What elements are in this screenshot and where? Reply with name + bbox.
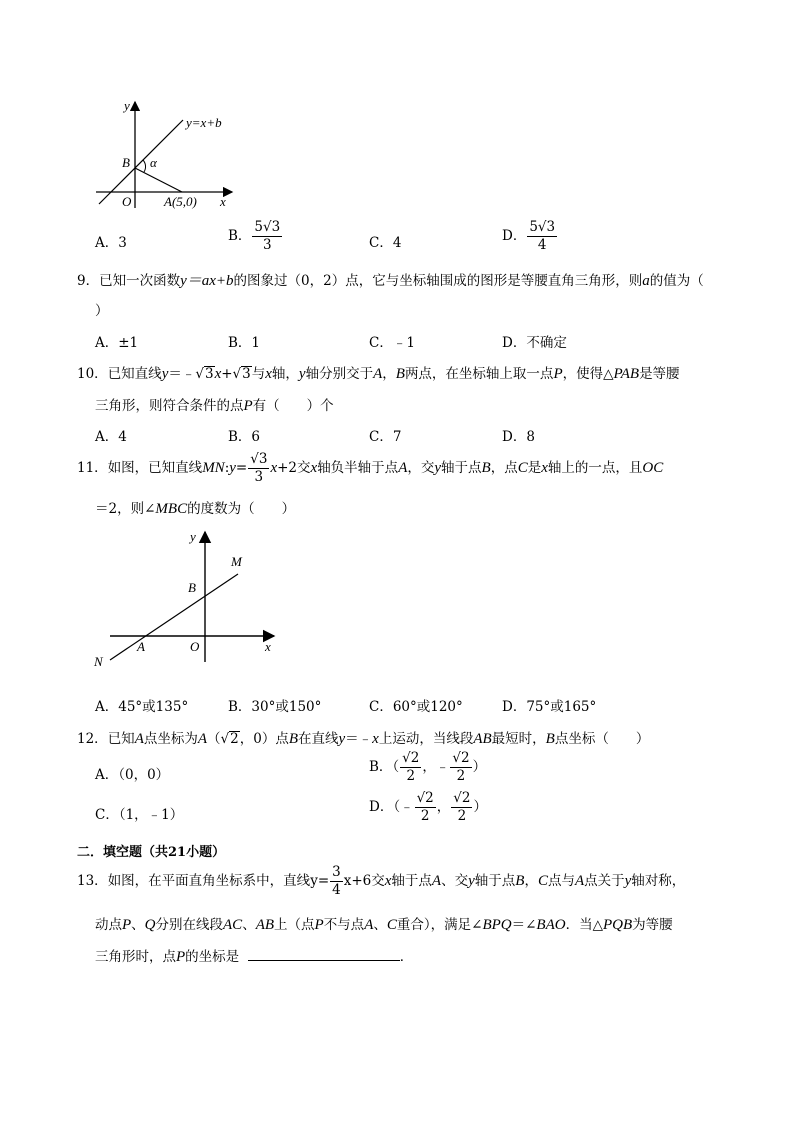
q12-option-c[interactable]: C．（1，﹣1） [95, 807, 184, 823]
q11-label-a: A [137, 639, 145, 654]
q12-b-frac2: $\frac{√2}{2}$ [452, 750, 470, 784]
q9-option-a[interactable]: A．±1 [95, 335, 139, 351]
q12-d-frac2: $\frac{√2}{2}$ [453, 790, 471, 824]
q13-stem-line3: 三角形时，点P的坐标是 ． [95, 949, 414, 965]
q8-label-y: y [124, 98, 130, 113]
q8-option-c[interactable]: C．4 [369, 235, 402, 251]
q12-stem: 12．已知A点坐标为A（√2，0）点B在直线y＝﹣x上运动，当线段AB最短时，B点坐标（ ） [77, 731, 650, 747]
q8-angle-arc [143, 160, 146, 172]
q12-option-d[interactable]: D．（﹣ $\frac{√2}{2}$ ， $\frac{√2}{2}$ ） [369, 790, 487, 824]
q8-label-b: B [122, 155, 130, 170]
q8-option-b-fraction: $\frac{5√3}{3}$ [254, 219, 281, 253]
q8-label-x: x [220, 194, 226, 209]
q11-option-c[interactable]: C．60°或120° [369, 699, 463, 715]
section-title: 二．填空题（共21小题） [77, 845, 226, 860]
q8-option-b[interactable]: B． $\frac{5√3}{3}$ [228, 219, 281, 253]
q10-stem-line1: 10．已知直线y＝﹣√3x+√3与x轴，y轴分别交于A，B两点，在坐标轴上取一点P，使得△PAB是等腰 [77, 366, 680, 382]
q11-line-mn [110, 574, 238, 660]
q12-option-a[interactable]: A．（0，0） [95, 767, 170, 783]
q9-option-d[interactable]: D．不确定 [502, 335, 567, 351]
q12-d-frac1: $\frac{√2}{2}$ [416, 790, 434, 824]
q10-option-c[interactable]: C．7 [369, 429, 402, 445]
q11-label-x: x [265, 639, 271, 654]
q8-figure [88, 96, 248, 214]
q13-answer-blank[interactable] [248, 948, 400, 961]
q8-label-alpha: α [150, 155, 157, 170]
q9-option-b[interactable]: B．1 [228, 335, 261, 351]
q11-label-n: N [94, 654, 103, 669]
q8-segment-ba [135, 168, 182, 192]
q11-option-d[interactable]: D．75°或165° [502, 699, 597, 715]
q11-label-o: O [190, 639, 200, 654]
q13-stem-line1: 13．如图，在平面直角坐标系中，直线y= $\frac{3}{4}$ x+6交x轴于点A、交y轴于点B，C点与A点关于y轴对称， [77, 864, 686, 898]
q11-label-y: y [190, 529, 196, 544]
q11-fraction: $\frac{√3}{3}$ [250, 451, 268, 485]
q8-label-line: y=x+b [186, 115, 222, 130]
q8-option-d[interactable]: D． $\frac{5√3}{4}$ [502, 219, 556, 253]
q9-stem-line2: ） [95, 303, 109, 319]
q11-stem-line2: ＝2，则∠MBC的度数为（ ） [95, 501, 296, 517]
q8-option-d-fraction: $\frac{5√3}{4}$ [529, 219, 556, 253]
q8-option-a[interactable]: A．3 [95, 235, 127, 251]
q11-stem-line1: 11．如图，已知直线MN:y= $\frac{√3}{3}$ x+2交x轴负半轴于点A，交y轴于点B，点C是x轴上的一点，且OC [77, 451, 664, 485]
q10-stem-line2: 三角形，则符合条件的点P有（ ）个 [95, 398, 334, 414]
q10-option-d[interactable]: D．8 [502, 429, 535, 445]
q8-label-o: O [122, 194, 132, 209]
q11-figure [90, 528, 290, 670]
q8-label-a: A(5,0) [164, 194, 197, 209]
q12-option-b[interactable]: B．（ $\frac{√2}{2}$ ，﹣ $\frac{√2}{2}$ ） [369, 750, 487, 784]
q11-option-b[interactable]: B．30°或150° [228, 699, 322, 715]
q13-stem-line2: 动点P、Q分别在线段AC、AB上（点P不与点A、C重合），满足∠BPQ＝∠BAO．当△PQB为等腰 [95, 917, 673, 933]
q10-option-a[interactable]: A．4 [95, 429, 127, 445]
q12-b-frac1: $\frac{√2}{2}$ [402, 750, 420, 784]
q9-stem-line1: 9．已知一次函数y＝ax+b的图象过（0，2）点，它与坐标轴围成的图形是等腰直角三角形，则a的值为（ [77, 273, 704, 289]
q11-label-b: B [188, 580, 196, 595]
q11-label-m: M [231, 554, 242, 569]
q11-option-a[interactable]: A．45°或135° [95, 699, 189, 715]
q9-option-c[interactable]: C．﹣1 [369, 335, 415, 351]
q10-option-b[interactable]: B．6 [228, 429, 261, 445]
q13-fraction: $\frac{3}{4}$ [332, 864, 341, 898]
